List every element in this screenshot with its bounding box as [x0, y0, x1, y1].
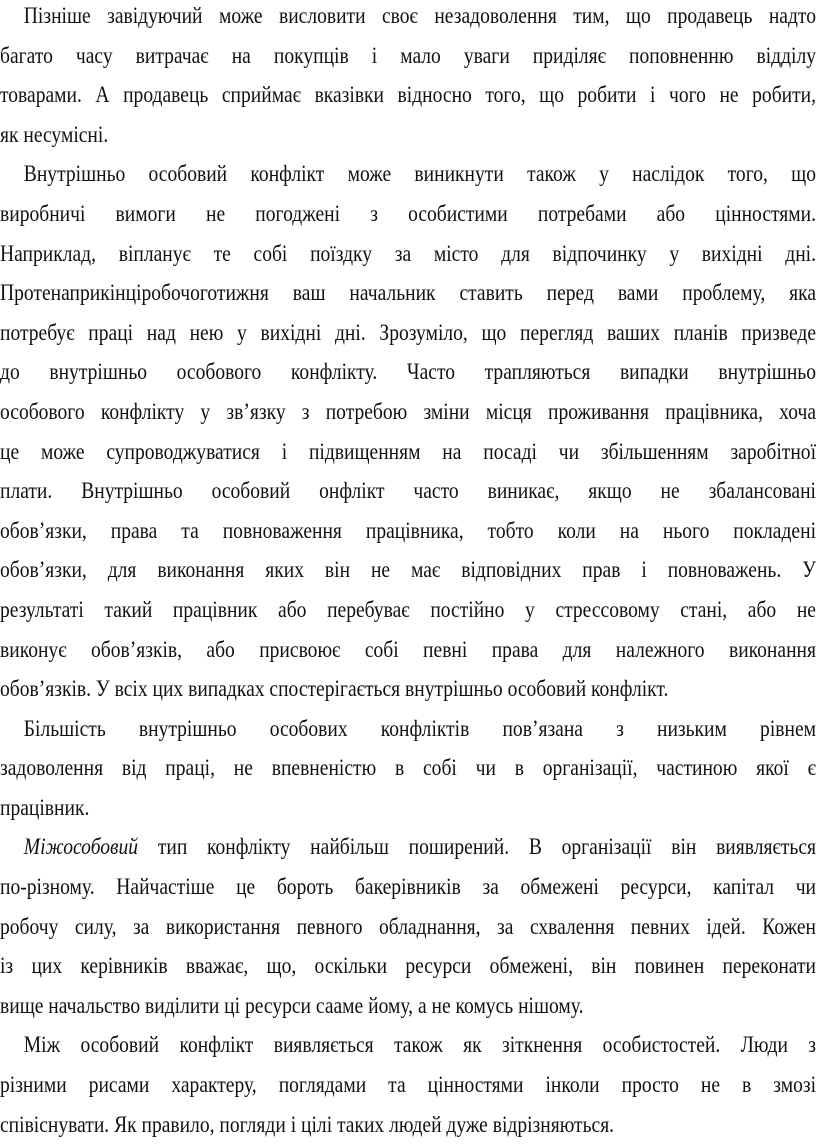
text-line: працівник. [0, 794, 90, 820]
text-line: Внутрішньо особовий конфлікт може виникнути також у наслідок того, що [23, 161, 816, 187]
text-line: Між особовий конфлікт виявляється також як зіткнення особистостей. Люди з [23, 1032, 816, 1058]
text-line: товарами. А продавець сприймає вказівки відносно того, що робити і чого не робити, [0, 82, 816, 108]
text-line [0, 827, 816, 867]
italic-term: Міжособовий [23, 834, 139, 860]
paragraph [0, 709, 816, 828]
text-line: по-різному. Найчастіше це бороть бакерівників за обмежені ресурси, капітал чи [0, 874, 816, 900]
text-line: потребує праці над нею у вихідні дні. Зрозуміло, що перегляд ваших планів призведе [0, 319, 816, 345]
text-line: особового конфлікту у зв’язку з потребою зміни місця проживання працівника, хоча [0, 398, 816, 424]
paragraph [0, 0, 816, 154]
text-line: плати. Внутрішньо особовий онфлікт часто виникає, якщо не збалансовані [0, 478, 816, 504]
text-line: результаті такий працівник або перебуває постійно у стрессовому стані, або не [0, 596, 816, 622]
text-line: обов’язків. У всіх цих випадках спостерігається внутрішньо особовий конфлікт. [0, 676, 669, 702]
text-line: це може супроводжуватися і підвищенням на посаді чи збільшенням заробітної [0, 438, 816, 464]
text-line: співіснувати. Як правило, погляди і цілі таких людей дуже відрізняються. [0, 1111, 615, 1137]
text-line: обов’язки, для виконання яких він не має відповідних прав і повноважень. У [0, 557, 816, 583]
text-line: Пізніше завідуючий може висловити своє незадоволення тим, що продавець надто [23, 3, 816, 28]
text-line: до внутрішньо особового конфлікту. Часто трапляються випадки внутрішньо [0, 359, 816, 385]
text-line: із цих керівників вважає, що, оскільки ресурси обмежені, він повинен переконати [0, 953, 816, 979]
text-line: виробничі вимоги не погоджені з особистими потребами або цінностями. [0, 200, 816, 226]
paragraph [0, 154, 816, 708]
text-line: вище начальство виділити ці ресурси сааме йому, а не комусь нiшому. [0, 992, 584, 1018]
text-line: Більшість внутрішньо особових конфліктів пов’язана з низьким рівнем [23, 715, 816, 741]
text-span: тип конфлікту найбільш поширений. В організації він виявляється [138, 834, 816, 860]
text-line: Протенаприкінціробочоготижня ваш начальник ставить перед вами проблему, яка [0, 280, 816, 306]
text-line: обов’язки, права та повноваження працівника, тобто коли на нього покладені [0, 517, 816, 543]
text-line: різними рисами характеру, поглядами та цінностями інколи просто не в змозі [0, 1072, 816, 1098]
text-line: як несумісні. [0, 121, 109, 147]
paragraph [0, 827, 816, 1025]
text-line: задоволення від праці, не впевненістю в собі чи в організації, частиною якої є [0, 755, 816, 781]
text-line: Наприклад, вiпланує те собі поїздку за місто для відпочинку у вихідні дні. [0, 240, 816, 266]
text-line: робочу силу, за використання певного обладнання, за схвалення певних ідей. Кожен [0, 913, 816, 939]
text-line: виконує обов’язків, або присвоює собі певні права для належного виконання [0, 636, 816, 662]
paragraph [0, 1025, 816, 1144]
text-line: багато часу витрачає на покупців і мало уваги приділяє поповненню відділу [0, 42, 816, 68]
